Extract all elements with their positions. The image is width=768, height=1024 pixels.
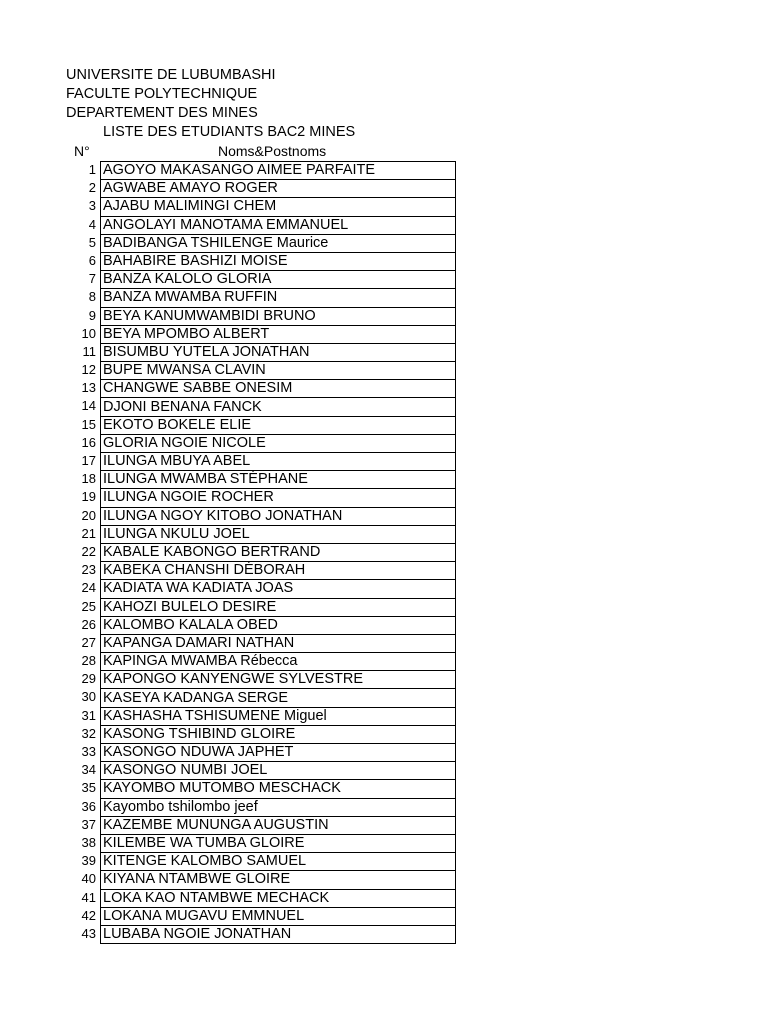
row-number: 17 [81, 453, 96, 468]
table-row [101, 671, 456, 689]
table-row [101, 453, 456, 471]
table-row [101, 634, 456, 652]
table-row [101, 434, 456, 452]
student-name-cell: BANZA KALOLO GLORIA [101, 271, 456, 289]
student-name-cell: BADIBANGA TSHILENGE Maurice [101, 234, 456, 252]
row-number: 10 [81, 325, 96, 341]
row-number: 23 [81, 562, 96, 578]
table-row [101, 616, 456, 634]
student-name-cell: KAYOMBO MUTOMBO MESCHACK [101, 780, 456, 798]
row-number: 9 [88, 307, 96, 323]
student-name-cell: KASHASHA TSHISUMENE Miguel [101, 707, 456, 725]
student-name-cell: KITENGE KALOMBO SAMUEL [101, 853, 456, 871]
student-name-cell: KALOMBO KALALA OBED [101, 616, 456, 634]
table-row [101, 834, 456, 852]
student-name-cell: KABALE KABONGO BERTRAND [101, 543, 456, 561]
student-name-cell: KILEMBE WA TUMBA GLOIRE [101, 834, 456, 852]
table-row [101, 216, 456, 234]
student-name-cell: KAHOZI BULELO DESIRE [101, 598, 456, 616]
row-number: 38 [81, 834, 96, 850]
row-number: 34 [81, 762, 96, 778]
table-row [101, 798, 456, 816]
row-number: 6 [88, 252, 96, 268]
table-row [101, 252, 456, 270]
student-name-cell: DJONI BENANA FANCK [101, 398, 456, 416]
row-number-column [70, 161, 96, 943]
student-name-cell: BISUMBU YUTELA JONATHAN [101, 343, 456, 361]
table-row [101, 289, 456, 307]
student-name-cell: BAHABIRE BASHIZI MOISE [101, 252, 456, 270]
row-number: 2 [88, 180, 96, 196]
table-row [101, 507, 456, 525]
student-name-cell: LOKA KAO NTAMBWE MECHACK [101, 889, 456, 907]
table-row [101, 580, 456, 598]
student-name-cell: AGWABE AMAYO ROGER [101, 180, 456, 198]
row-number: 4 [88, 216, 96, 232]
student-name-cell: LOKANA MUGAVU EMMNUEL [101, 907, 456, 925]
table-row [101, 380, 456, 398]
row-number: 30 [81, 689, 96, 705]
row-number: 20 [81, 507, 96, 523]
row-number: 29 [81, 671, 96, 687]
table-row [101, 725, 456, 743]
row-number: 37 [81, 816, 96, 832]
row-number: 31 [81, 707, 96, 723]
row-number: 18 [81, 471, 96, 487]
row-number: 32 [81, 725, 96, 741]
row-number: 8 [88, 289, 96, 305]
row-number: 13 [81, 380, 96, 396]
row-number: 1 [88, 162, 96, 177]
table-row [101, 871, 456, 889]
table-row [101, 198, 456, 216]
table-row [101, 689, 456, 707]
student-name-cell: KAPANGA DAMARI NATHAN [101, 634, 456, 652]
student-name-cell: Kayombo tshilombo jeef [101, 798, 456, 816]
table-row [101, 343, 456, 361]
table-row [101, 853, 456, 871]
student-name-cell: CHANGWE SABBE ONESIM [101, 380, 456, 398]
row-number: 3 [88, 198, 96, 214]
student-name-cell: KAPINGA MWAMBA Rébecca [101, 653, 456, 671]
table-row [101, 416, 456, 434]
row-number: 41 [81, 889, 96, 905]
student-name-cell: ILUNGA MWAMBA STÉPHANE [101, 471, 456, 489]
table-row [101, 562, 456, 580]
row-number: 19 [81, 489, 96, 505]
row-number: 16 [81, 434, 96, 450]
table-row [101, 598, 456, 616]
row-number: 11 [82, 343, 96, 359]
student-name-cell: KADIATA WA KADIATA JOAS [101, 580, 456, 598]
student-name-cell: ILUNGA NKULU JOEL [101, 525, 456, 543]
student-name-cell: ILUNGA MBUYA ABEL [101, 453, 456, 471]
row-number: 7 [88, 271, 96, 287]
table-row [101, 234, 456, 252]
row-number: 5 [88, 234, 96, 250]
table-row [101, 525, 456, 543]
student-name-cell: BEYA MPOMBO ALBERT [101, 325, 456, 343]
university-name: UNIVERSITE DE LUBUMBASHI [66, 67, 276, 83]
student-name-cell: GLORIA NGOIE NICOLE [101, 434, 456, 452]
student-name-cell: AJABU MALIMINGI CHEM [101, 198, 456, 216]
table-row [101, 325, 456, 343]
table-row [101, 762, 456, 780]
row-number: 43 [81, 925, 96, 941]
table-row [101, 162, 456, 180]
student-name-cell: ILUNGA NGOIE ROCHER [101, 489, 456, 507]
faculty-name: FACULTE POLYTECHNIQUE [66, 86, 258, 102]
student-name-cell: ILUNGA NGOY KITOBO JONATHAN [101, 507, 456, 525]
table-row [101, 489, 456, 507]
student-name-cell: KAZEMBE MUNUNGA AUGUSTIN [101, 816, 456, 834]
table-row [101, 362, 456, 380]
table-row [101, 398, 456, 416]
department-name: DEPARTEMENT DES MINES [66, 105, 258, 121]
table-row [101, 816, 456, 834]
row-number: 21 [81, 525, 96, 541]
row-number: 26 [81, 616, 96, 632]
table-row [101, 780, 456, 798]
student-name-cell: KABEKA CHANSHI DÉBORAH [101, 562, 456, 580]
table-row [101, 307, 456, 325]
student-name-cell: BUPE MWANSA CLAVIN [101, 362, 456, 380]
student-name-cell: KASONGO NUMBI JOEL [101, 762, 456, 780]
student-name-cell: KAPONGO KANYENGWE SYLVESTRE [101, 671, 456, 689]
table-row [101, 707, 456, 725]
list-title: LISTE DES ETUDIANTS BAC2 MINES [103, 124, 356, 140]
table-row [101, 907, 456, 925]
column-header-name: Noms&Postnoms [218, 143, 327, 159]
student-name-cell: KASONGO NDUWA JAPHET [101, 744, 456, 762]
student-name-cell: KIYANA NTAMBWE GLOIRE [101, 871, 456, 889]
student-name-cell: KASONG TSHIBIND GLOIRE [101, 725, 456, 743]
row-number: 14 [81, 398, 96, 414]
table-row [101, 271, 456, 289]
column-header-number: N° [74, 143, 90, 159]
student-name-cell: KASEYA KADANGA SERGE [101, 689, 456, 707]
row-number: 27 [81, 634, 96, 650]
table-row [101, 471, 456, 489]
row-number: 33 [81, 744, 96, 759]
row-number: 15 [81, 416, 96, 432]
row-number: 22 [81, 543, 96, 559]
row-number: 39 [81, 853, 96, 869]
table-row [101, 653, 456, 671]
row-number: 25 [81, 598, 96, 614]
table-row [101, 180, 456, 198]
student-name-cell: ANGOLAYI MANOTAMA EMMANUEL [101, 216, 456, 234]
row-number: 36 [81, 798, 96, 814]
row-number: 35 [81, 780, 96, 796]
table-row [101, 889, 456, 907]
row-number: 40 [81, 871, 96, 887]
table-row [101, 925, 456, 943]
student-name-cell: AGOYO MAKASANGO AIMEE PARFAITE [101, 162, 456, 180]
row-number: 12 [81, 362, 96, 378]
student-name-cell: BEYA KANUMWAMBIDI BRUNO [101, 307, 456, 325]
row-number: 42 [81, 907, 96, 923]
student-name-cell: BANZA MWAMBA RUFFIN [101, 289, 456, 307]
row-number: 28 [81, 653, 96, 669]
student-name-cell: EKOTO BOKELE ELIE [101, 416, 456, 434]
student-table [100, 161, 456, 944]
table-row [101, 543, 456, 561]
row-number: 24 [81, 580, 96, 596]
student-name-cell: LUBABA NGOIE JONATHAN [101, 925, 456, 943]
table-row [101, 744, 456, 762]
